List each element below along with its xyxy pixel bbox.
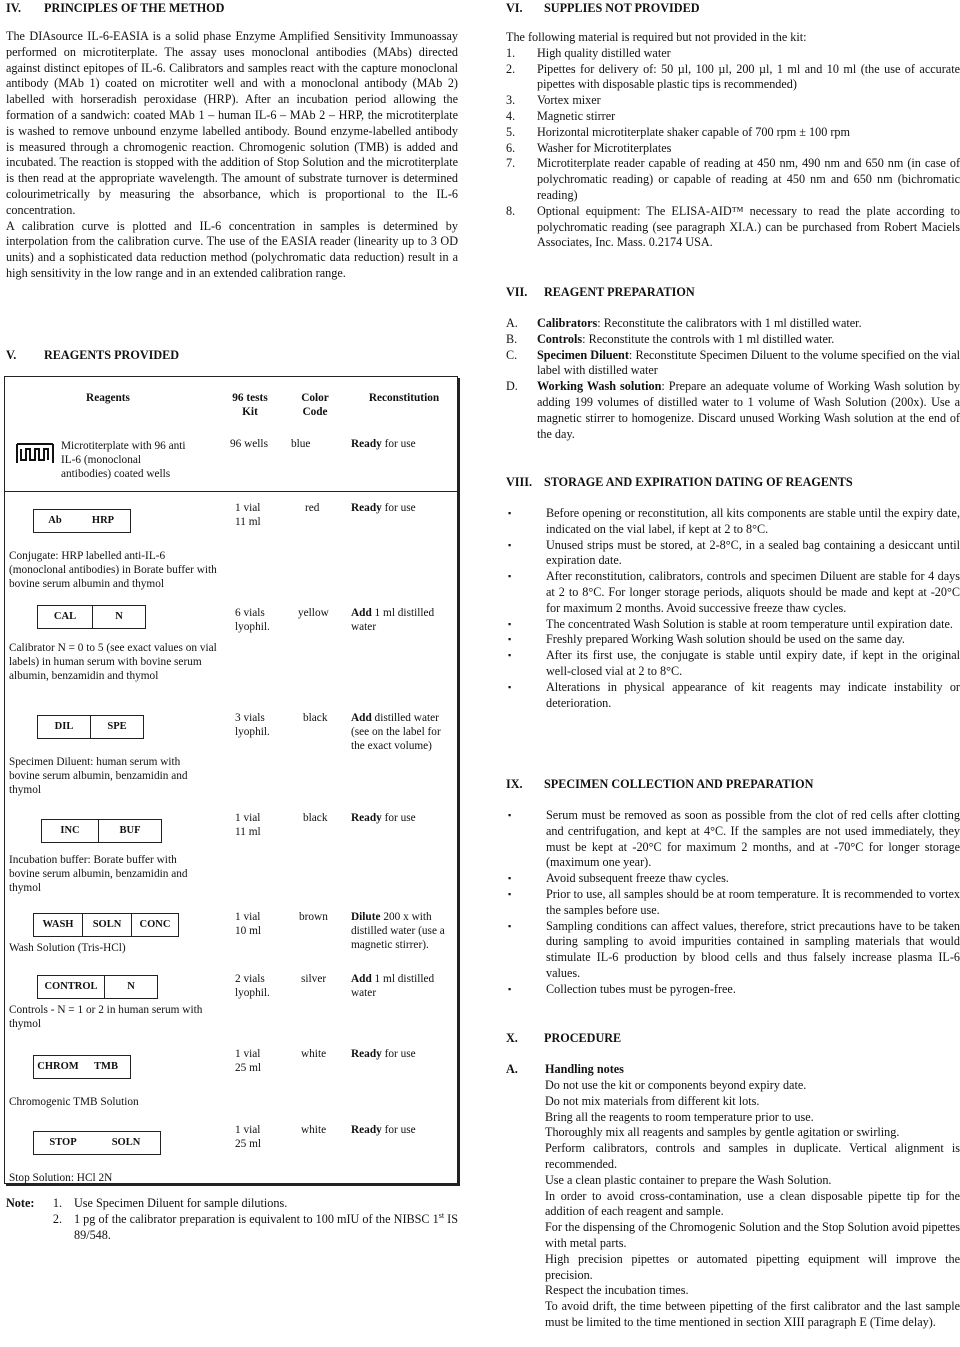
principles-paragraph-2: A calibration curve is plotted and IL-6 concentration in samples is determined by interpolation from the calibration curve. The use of the EASIA reader (linearity up to 3 OD units) and a sophisticated data reduction method (polychromatic data reduction) result in a high sensitivity in the low range and in an extended calibration range. bbox=[6, 218, 458, 280]
principles-body bbox=[6, 29, 458, 282]
handling-note: High precision pipettes or automated pipetting equipment will improve the precision. bbox=[545, 1251, 960, 1282]
item-number: 6. bbox=[506, 140, 516, 155]
note-2: 1 pg of the calibrator preparation is equivalent to 100 mIU of the NIBSC 1st IS 89/548. bbox=[74, 1210, 459, 1242]
reagent-desc: Specimen Diluent: human serum with bovine serum albumin, benzamidin and thymol bbox=[9, 756, 188, 796]
bullet-item bbox=[506, 617, 960, 633]
supply-item bbox=[506, 141, 960, 157]
section-viii-heading: VIII. STORAGE AND EXPIRATION DATING OF REAGENTS bbox=[506, 475, 853, 489]
label-box-conjugate: Ab HRP bbox=[33, 509, 131, 533]
item-text: Microtiterplate reader capable of reading at 450 nm, 490 nm and 650 nm (in case of polychromatic reading) or capable of reading at 450 nm and 650 nm (bichromatic reading) bbox=[537, 156, 960, 202]
item-text: Sampling conditions can affect values, therefore, strict precautions have to be taken during sampling to avoid impurities contained in sampling materials that would stimulate IL-6 production by blood cells and thus falsely increase plasma IL-6 values. bbox=[546, 918, 960, 980]
handling-notes-heading: A. Handling notes bbox=[506, 1062, 624, 1076]
reagent-qty: 1 vial 11 ml bbox=[235, 502, 261, 528]
bullet-icon: ▪ bbox=[508, 873, 512, 884]
header-reconstitution: Reconstitution bbox=[368, 392, 440, 404]
header-tests: 96 tests Kit bbox=[232, 392, 268, 418]
note-1: Use Specimen Diluent for sample dilutions. bbox=[74, 1196, 288, 1210]
item-number: 4. bbox=[506, 108, 516, 123]
bullet-item bbox=[506, 680, 960, 712]
item-text: Calibrators: Reconstitute the calibrators with 1 ml distilled water. bbox=[537, 316, 862, 330]
item-letter: B. bbox=[506, 331, 518, 346]
bullet-icon: ▪ bbox=[508, 681, 512, 692]
bullet-item bbox=[506, 538, 960, 570]
reagent-desc: Conjugate: HRP labelled anti-IL-6 (monoclonal antibodies) in Borate buffer with bovine serum albumin and thymol bbox=[9, 550, 217, 590]
section-iv-heading bbox=[6, 0, 458, 16]
item-number: 7. bbox=[506, 156, 516, 171]
bullet-icon: ▪ bbox=[508, 571, 512, 582]
storage-list bbox=[506, 506, 960, 711]
handling-note: To avoid drift, the time between pipetting of the first calibrator and the last sample must be limited to the time mentioned in section XIII paragraph E (Time delay). bbox=[545, 1299, 960, 1329]
reagent-desc: Controls - N = 1 or 2 in human serum with thymol bbox=[9, 1004, 203, 1030]
item-text: Specimen Diluent: Reconstitute Specimen Diluent to the volume specified on the vial label with distilled water bbox=[537, 347, 960, 378]
item-text: Working Wash solution: Prepare an adequate volume of Working Wash solution by adding 199 volumes of distilled water to 1 volume of Wash Solution (200x). Use a magnetic stirrer to homogenize. Discard unused Working Wash solution at the end of the day. bbox=[537, 379, 960, 441]
item-letter: D. bbox=[506, 379, 518, 394]
preparation-item bbox=[506, 316, 960, 332]
preparation-item bbox=[506, 332, 960, 348]
supply-item bbox=[506, 156, 960, 203]
handling-note: Do not mix materials from different kit lots. bbox=[545, 1093, 760, 1108]
bullet-item bbox=[506, 919, 960, 982]
handling-note: Do not use the kit or components beyond expiry date. bbox=[545, 1078, 807, 1092]
item-text: Magnetic stirrer bbox=[537, 108, 616, 123]
item-text: Horizontal microtiterplate shaker capable of 700 rpm ± 100 rpm bbox=[537, 124, 850, 139]
item-text: High quality distilled water bbox=[537, 45, 671, 60]
bullet-item bbox=[506, 871, 960, 887]
preparation-item bbox=[506, 348, 960, 380]
reagent-preparation-list bbox=[506, 316, 960, 442]
reagent-desc: Stop Solution: HCl 2N bbox=[9, 1172, 113, 1184]
reagent-color: white bbox=[301, 1048, 327, 1060]
label-box-chromogenic: CHROM TMB bbox=[33, 1055, 131, 1079]
supply-item bbox=[506, 125, 960, 141]
reagent-desc: Calibrator N = 0 to 5 (see exact values on vial labels) in human serum with bovine serum albumin, benzamidin and thymol bbox=[9, 642, 217, 682]
bullet-icon: ▪ bbox=[508, 618, 512, 629]
bullet-icon: ▪ bbox=[508, 634, 512, 645]
handling-note: Perform calibrators, controls and samples in duplicate. Vertical alignment is recommended. bbox=[545, 1141, 960, 1171]
supply-item bbox=[506, 204, 960, 251]
item-text: Before opening or reconstitution, all kits components are stable until the expiry date, indicated on the vial label, if kept at 2 to 8°C. bbox=[546, 506, 960, 536]
item-number: 1. bbox=[506, 45, 516, 60]
item-text: Prior to use, all samples should be at room temperature. It is recommended to vortex the samples before use. bbox=[546, 886, 960, 917]
reagent-reconstitution: Ready for use bbox=[351, 1048, 416, 1060]
item-letter: C. bbox=[506, 347, 518, 362]
reagent-reconstitution: Dilute 200 x with distilled water (use a magnetic stirrer). bbox=[351, 911, 445, 951]
item-number: 3. bbox=[506, 93, 516, 108]
bullet-item bbox=[506, 569, 960, 616]
bullet-icon: ▪ bbox=[508, 539, 512, 550]
item-text: After its first use, the conjugate is stable until expiry date, if kept in the original well-closed vial at 2 to 8°C. bbox=[546, 648, 960, 678]
section-x-heading: X. PROCEDURE bbox=[506, 1031, 622, 1045]
bullet-item bbox=[506, 506, 960, 538]
handling-note: For the dispensing of the Chromogenic Solution and the Stop Solution avoid pipettes with metal parts. bbox=[545, 1220, 960, 1250]
header-reagents: Reagents bbox=[86, 392, 130, 404]
specimen-list bbox=[506, 808, 960, 998]
item-text: Freshly prepared Working Wash solution should be used on the same day. bbox=[546, 632, 905, 647]
principles-paragraph-1: The DIAsource IL-6-EASIA is a solid phase Enzyme Amplified Sensitivity Immunoassay performed on microtiterplate. The assay uses monoclonal antibodies (MAbs) directed against distinct epitopes of IL-6. Calibrators and samples react with the capture monoclonal antibody (MAb 1) coated on microtiter well and with a monoclonal antibody (MAb 2) labelled with horseradish peroxidase (HRP). After an incubation period allowing the formation of a sandwich: coated MAb 1 – human IL-6 – MAb 2 – HRP, the microtiterplate is washed to remove unbound enzyme labelled antibody. Bound enzyme-labelled antibody is measured through a chromogenic reaction. Chromogenic solution (TMB) is added and incubated. The reaction is stopped with the addition of Stop Solution and the microtiterplate is then read at the appropriate wavelength. The amount of substrate turnover is determined colourimetrically by measuring the absorbance, which is proportional to the IL-6 concentration. bbox=[6, 29, 458, 217]
header-color: Color Code bbox=[301, 392, 329, 418]
bullet-item bbox=[506, 648, 960, 680]
reagent-color: black bbox=[303, 712, 328, 724]
reagent-qty: 2 vials lyophil. bbox=[235, 973, 270, 999]
reagent-reconstitution: Ready for use bbox=[351, 502, 416, 514]
bullet-icon: ▪ bbox=[508, 650, 512, 661]
reagent-color: white bbox=[301, 1124, 327, 1136]
reagent-qty: 1 vial 10 ml bbox=[235, 911, 262, 937]
item-number: 5. bbox=[506, 124, 516, 139]
supply-item bbox=[506, 46, 960, 62]
label-box-wash-solution: WASH SOLN CONC bbox=[33, 913, 179, 937]
item-number: 2. bbox=[506, 61, 516, 76]
item-text: Serum must be removed as soon as possible from the clot of red cells after clotting and centrifugation, and kept at 4°C. If the samples are not used immediately, they must be kept at -20°C for maximum 2 months, and at -70°C for longer storage (maximum one year). bbox=[546, 808, 960, 870]
bullet-item bbox=[506, 808, 960, 871]
table-notes: Note: 1. Use Specimen Diluent for sample dilutions. 2. 1 pg of the calibrator preparation is equivalent to 100 mIU of the NIBSC 1st IS 89/548. bbox=[6, 1196, 459, 1242]
item-text: The concentrated Wash Solution is stable at room temperature until expiration date. bbox=[546, 616, 953, 631]
reagent-reconstitution: Ready for use bbox=[351, 438, 416, 450]
reagent-qty: 1 vial 11 ml bbox=[235, 812, 261, 838]
section-number: IV. bbox=[6, 1, 22, 15]
item-letter: A. bbox=[506, 316, 518, 330]
reagent-desc: Chromogenic TMB Solution bbox=[9, 1096, 139, 1108]
reagent-color: blue bbox=[291, 438, 311, 450]
reagent-color: brown bbox=[299, 911, 328, 923]
item-number: 8. bbox=[506, 203, 516, 218]
section-number: V. bbox=[6, 348, 17, 362]
bullet-item bbox=[506, 887, 960, 919]
reagent-reconstitution: Add distilled water (see on the label for the exact volume) bbox=[351, 712, 441, 752]
section-ix-heading: IX. SPECIMEN COLLECTION AND PREPARATION bbox=[506, 777, 814, 791]
label-box-calibrator: CAL N bbox=[37, 605, 146, 629]
handling-note: Use a clean plastic container to prepare the Wash Solution. bbox=[545, 1172, 832, 1187]
bullet-item bbox=[506, 632, 960, 648]
table-divider bbox=[5, 491, 457, 492]
reagent-color: silver bbox=[301, 973, 327, 985]
item-text: Pipettes for delivery of: 50 µl, 100 µl, 200 µl, 1 ml and 10 ml (the use of accurate pipettes with disposable plastic tips is recommended) bbox=[537, 61, 960, 92]
reagent-reconstitution: Ready for use bbox=[351, 1124, 416, 1136]
reagent-qty: 3 vials lyophil. bbox=[235, 712, 270, 738]
section-vi-heading: VI. SUPPLIES NOT PROVIDED bbox=[506, 1, 700, 15]
reagent-reconstitution: Add 1 ml distilled water bbox=[351, 607, 435, 633]
reagent-qty: 1 vial 25 ml bbox=[235, 1124, 262, 1150]
bullet-icon: ▪ bbox=[508, 810, 512, 820]
label-box-stop-solution: STOP SOLN bbox=[33, 1131, 161, 1155]
supply-item bbox=[506, 93, 960, 109]
label-box-specimen-diluent: DIL SPE bbox=[37, 715, 144, 739]
item-text: After reconstitution, calibrators, controls and specimen Diluent are stable for 4 days at 2 to 8°C. For longer storage periods, aliquots should be made and kept at -20°C for maximum 2 months. Avoid successive freeze thaw cycles. bbox=[546, 569, 960, 615]
reagent-qty: 96 wells bbox=[230, 438, 268, 450]
section-title: PRINCIPLES OF THE METHOD bbox=[44, 1, 225, 15]
item-text: Washer for Microtiterplates bbox=[537, 140, 672, 155]
section-vii-heading: VII. REAGENT PREPARATION bbox=[506, 285, 695, 299]
reagent-color: red bbox=[305, 502, 320, 514]
section-v-heading bbox=[6, 347, 458, 363]
handling-notes-list bbox=[506, 1078, 960, 1331]
reagent-color: yellow bbox=[298, 607, 329, 619]
reagent-qty: 6 vials lyophil. bbox=[235, 607, 270, 633]
preparation-item bbox=[506, 379, 960, 442]
handling-note: Thoroughly mix all reagents and samples by gentle agitation or swirling. bbox=[545, 1125, 900, 1140]
reagent-qty: 1 vial 25 ml bbox=[235, 1048, 262, 1074]
item-text: Optional equipment: The ELISA-AID™ necessary to read the plate according to polychromatic reading (see paragraph XI.A.) can be purchased from Robert Maciels Associates, Inc. Mass. 0.2174 USA. bbox=[537, 203, 960, 250]
handling-note: In order to avoid cross-contamination, use a clean disposable pipette tip for the addition of each reagent and sample. bbox=[545, 1188, 960, 1219]
reagent-desc: Incubation buffer: Borate buffer with bovine serum albumin, benzamidin and thymol bbox=[9, 854, 188, 894]
supply-item bbox=[506, 109, 960, 125]
handling-note: Respect the incubation times. bbox=[545, 1283, 689, 1298]
item-text: Controls: Reconstitute the controls with 1 ml distilled water. bbox=[537, 331, 835, 346]
label-box-incubation-buffer: INC BUF bbox=[41, 819, 162, 843]
item-text: Unused strips must be stored, at 2-8°C, in a sealed bag containing a desiccant until expiration date. bbox=[546, 537, 960, 568]
reagent-reconstitution: Add 1 ml distilled water bbox=[351, 973, 435, 999]
reagent-desc: Microtiterplate with 96 anti IL-6 (monoclonal antibodies) coated wells bbox=[61, 440, 186, 480]
bullet-item bbox=[506, 982, 960, 998]
supplies-list: The following material is required but not provided in the kit: 1. High quality distilled water 2. Pipettes for delivery of: 50 µl, 100 µl, 200 µl, 1 ml and 10 ml (the use of accurate pipettes with disposable plastic tips is recommended) 3. Vortex mixer 4. Magnetic stirrer 5. Horizontal microtiterplate shaker capable of 700 rpm ± 100 rpm 6. Washer for Microtiterplates 7. Microtiterplate reader capable of reading at 450 nm, 490 nm and 650 nm (in case of polychromatic reading) or capable of reading at 450 nm and 650 nm (bichromatic reading) 8. Optional equipment: The ELISA-AID™ necessary to read the plate according to polychromatic reading (see paragraph XI.A.) can be purchased from Robert Maciels Associates, Inc. Mass. 0.2174 USA. bbox=[506, 30, 960, 250]
item-text: Avoid subsequent freeze thaw cycles. bbox=[546, 871, 729, 886]
bullet-icon: ▪ bbox=[508, 920, 512, 931]
bullet-icon: ▪ bbox=[508, 983, 512, 994]
bullet-icon: ▪ bbox=[508, 888, 512, 899]
microtiterplate-icon bbox=[16, 443, 54, 465]
reagent-color: black bbox=[303, 812, 328, 824]
reagents-table bbox=[4, 376, 458, 1184]
bullet-icon: ▪ bbox=[508, 508, 512, 518]
reagent-reconstitution: Ready for use bbox=[351, 812, 416, 824]
item-text: Collection tubes must be pyrogen-free. bbox=[546, 981, 736, 996]
section-title: REAGENTS PROVIDED bbox=[44, 348, 180, 362]
reagent-desc: Wash Solution (Tris-HCl) bbox=[9, 942, 126, 954]
supply-item bbox=[506, 62, 960, 94]
handling-note: Bring all the reagents to room temperature prior to use. bbox=[545, 1109, 814, 1124]
label-box-controls: CONTROL N bbox=[37, 975, 158, 999]
item-text: Vortex mixer bbox=[537, 93, 601, 108]
item-text: Alterations in physical appearance of kit reagents may indicate instability or deterioration. bbox=[546, 679, 960, 710]
